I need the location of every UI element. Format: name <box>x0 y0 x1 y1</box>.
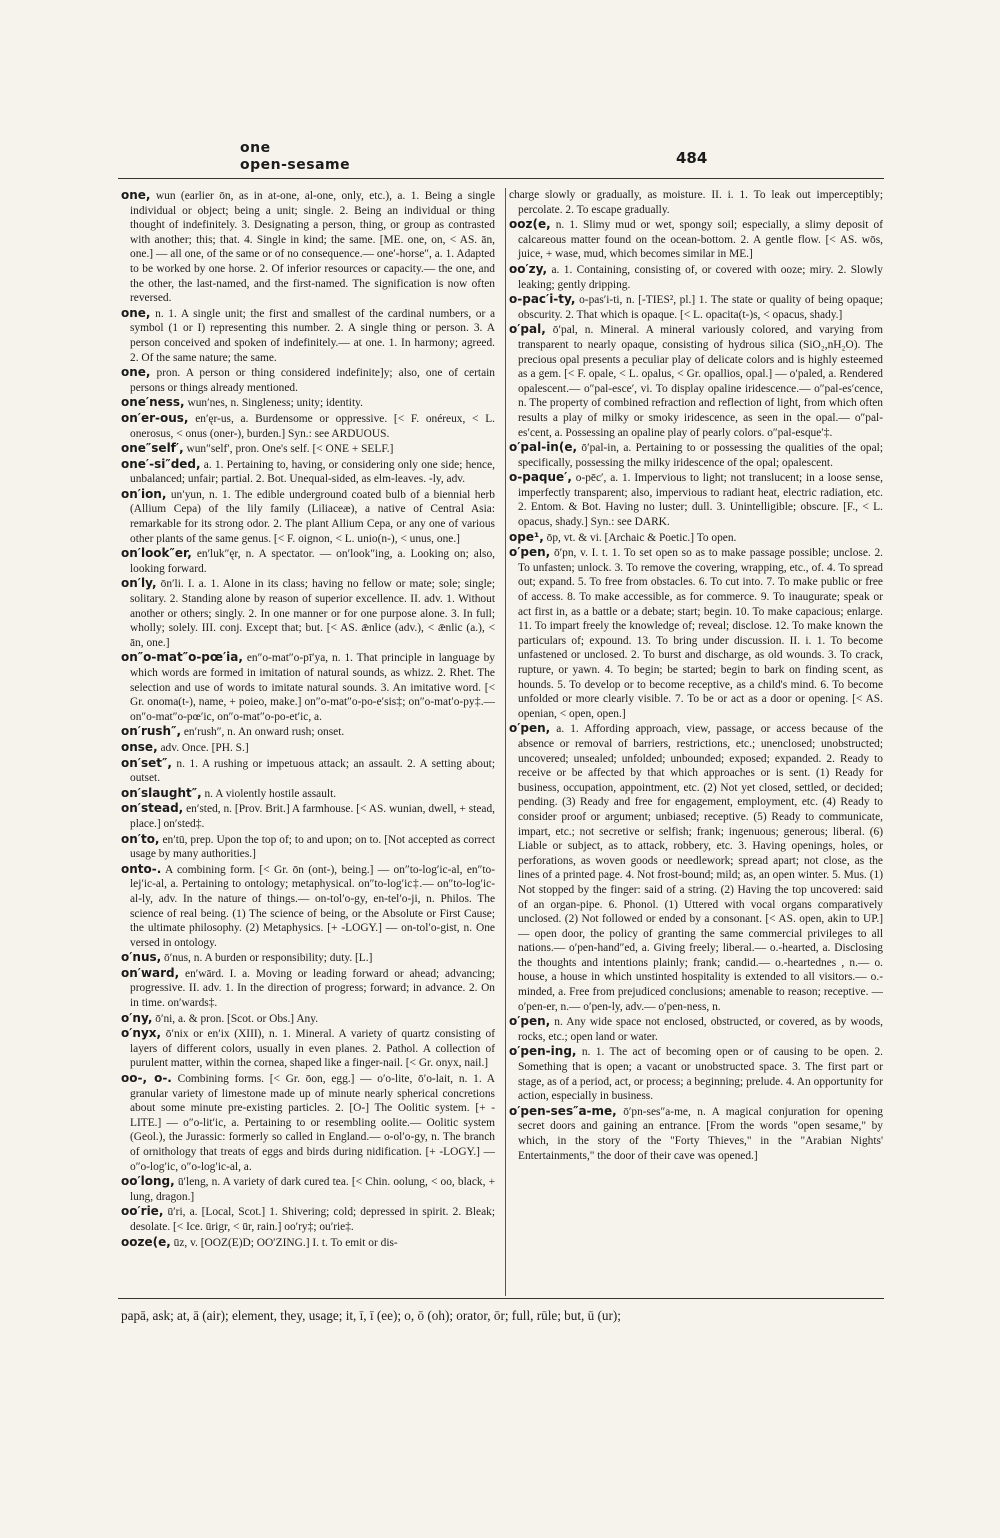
entry-headword: o′pen-ses″a-me, <box>509 1103 617 1118</box>
entry-definition: n. 1. The act of becoming open or of causing to be open. 2. Something that is open; a vacant or unobstructed space. 3. The first part or stage, as of a period, act, or process; a beginning; prelude. 4. An opportunity for action, especially in business. <box>518 1046 883 1103</box>
entry-headword: on′slaught″, <box>121 785 202 800</box>
entry-definition: n. 1. A rushing or impetuous attack; an assault. 2. A setting about; outset. <box>130 757 495 785</box>
entry-definition: ūz, v. [OOZ(E)D; OO′ZING.] I. t. To emit or dis- <box>170 1236 398 1249</box>
dictionary-entry <box>509 262 883 292</box>
dictionary-entry <box>121 950 495 966</box>
dictionary-entry <box>121 441 495 457</box>
entry-definition: adv. Once. [PH. S.] <box>157 741 249 754</box>
entry-definition: n. 1. A single unit; the first and smallest of the cardinal numbers, or a symbol (1 or I) representing this number. 2. A single thing or person. 3. A person conceived and spoken of indefinitely.— at one. 1. In harmony; agreed. 2. Of the same nature; the same. <box>130 307 495 364</box>
dictionary-entry <box>509 470 883 529</box>
entry-definition: en′sted, n. [Prov. Brit.] A farmhouse. [< AS. wunian, dwell, + stead, place.] on′sted‡. <box>130 803 495 830</box>
entry-headword: on″o-mat″o-pœ′ia, <box>121 650 243 665</box>
entry-headword: o′ny, <box>121 1010 153 1025</box>
entry-definition: en′luk″ęr, n. A spectator. — on′look″ing, a. Looking on; also, looking forward. <box>130 548 495 575</box>
entry-headword: o′pal-in(e, <box>509 440 578 455</box>
dictionary-entry <box>121 306 495 365</box>
guide-words <box>240 140 350 174</box>
entry-definition: n. A violently hostile assault. <box>201 787 337 800</box>
entry-headword: o′nyx, <box>121 1026 162 1041</box>
dictionary-entry <box>121 1026 495 1071</box>
entry-headword: one′ness, <box>121 395 185 410</box>
dictionary-entry <box>509 1044 883 1103</box>
entry-headword: on′er-ous, <box>121 410 189 425</box>
dictionary-entry <box>121 650 495 724</box>
dictionary-entry <box>121 546 495 576</box>
dictionary-entry <box>121 188 495 306</box>
entry-definition: ō′nus, n. A burden or responsibility; duty. [L.] <box>161 952 373 965</box>
entry-definition: en′tū, prep. Upon the top of; to and upon; on to. [Not accepted as correct usage by many authorities.] <box>130 833 495 861</box>
entry-definition: Combining forms. [< Gr. ōon, egg.] — o′o-lite, ō′o-lait, n. 1. A granular variety of limestone made up of minute nearly spherical concretions about some minute pre-existing particles. 2. [O-] The Oolitic system. [+ -LITE.] — o″o-lit′ic, a. Pertaining to or resembling oolite.— Oolitic system (Geol.), the Jurassic: formerly so called in England.— o-ol′o-gy, n. The branch of ornithology that treats of eggs and birds during nidification. [+ -LOGY.] — o″o-log′ic, o″o-log′ic-al, a. <box>130 1073 495 1173</box>
entry-headword: one″self′, <box>121 441 184 456</box>
dictionary-entry <box>121 862 495 951</box>
entry-headword: ope¹, <box>509 529 544 544</box>
footer-rule <box>118 1298 884 1299</box>
entry-definition: a. 1. Affording approach, view, passage, or access because of the absence or removal of barriers, restrictions, etc.; unenclosed; unobstructed; uncovered; unsealed; unfolded; unbounded; exposed; expanded. 2. Ready to receive or be affected by that which approaches or is sent. (1) Ready for business, occupation, appointment, etc. (2) Not yet closed, settled, or decided; pending. (3) Ready and free for engagement, employment, etc. (4) Ready to consider proof or argument; unbiased; receptive. (5) Ready to communicate, impart, etc.; not secretive or selfish; frank; ingenuous; generous; liberal. (6) Liable or subject, as to attack, robbery, etc. 3. Having openings, holes, or perforations, as woven goods or needlework; spread apart; not close, as the lines of a printed page. 4. Not frost-bound; mild; as, an open winter. 5. Mus. (1) Not stopped by the finger: said of a string. (2) Having the top uncovered: said of an organ-pipe. 6. Phonol. (1) Uttered with vocal organs comparatively unclosed. (2) Not followed or ended by a consonant. [< AS. open, akin to UP.] — open door, the policy of granting the same commercial privileges to all nations.— o′pen-hand″ed, a. Giving freely; liberal.— o.-hearted, a. Disclosing the thoughts and intentions plainly; frank; candid.— o.-heartednes , n.— o. house, a house in which unstinted hospitality is extended to all visitors.— o.-minded, a. Free from prejudiced conclusions; amenable to reason; receptive. — o′pen-er, n.— o′pen-ly, adv.— o′pen-ness, n. <box>518 723 883 1013</box>
entry-definition: un′yun, n. 1. The edible underground coated bulb of a biennial herb (Allium Cepa) of the lily family (Liliaceæ), a native of Central Asia: remarkable for its strong odor. 2. The plant Allium Cepa, or any one of various other plants of the same genus. [< F. oignon, < L. unio(n-), < unus, one.] <box>130 488 495 545</box>
entry-columns <box>121 188 883 1288</box>
entry-definition: en′rush″, n. An onward rush; onset. <box>181 726 345 739</box>
entry-headword: onto-. <box>121 861 162 876</box>
dictionary-entry <box>121 365 495 395</box>
entry-definition: n. 1. Slimy mud or wet, spongy soil; especially, a slimy deposit of calcareous matter found on the ocean-bottom. 2. A gentle flow. [< AS. wōs, juice, + wase, mud, which becomes similar in ME.] <box>518 219 883 261</box>
dictionary-entry <box>121 395 495 411</box>
entry-headword: oo′zy, <box>509 261 548 276</box>
entry-definition: wun″self′, pron. One's self. [< ONE + SELF.] <box>183 443 394 456</box>
entry-definition: pron. A person or thing considered indefinite]y; also, one of certain persons or things already mentioned. <box>130 367 495 394</box>
entry-definition: n. Any wide space not enclosed, obstructed, or covered, as by woods, rocks, etc.; open land or water. <box>518 1016 883 1043</box>
entry-headword: on′ly, <box>121 576 157 591</box>
dictionary-entry <box>509 217 883 262</box>
dictionary-entry <box>121 1011 495 1027</box>
entry-headword: one, <box>121 305 151 320</box>
dictionary-entry <box>509 1104 883 1163</box>
guide-word-first: one <box>240 140 271 156</box>
column-divider <box>505 188 506 1296</box>
dictionary-entry <box>121 786 495 802</box>
entry-definition: a. 1. Pertaining to, having, or considering only one side; hence, unbalanced; unfair; partial. 2. Bot. Unequal-sided, as elm-leaves. -ly, adv. <box>130 458 495 486</box>
entry-definition: wun′nes, n. Singleness; unity; identity. <box>184 397 363 410</box>
entry-headword: one′-si″ded, <box>121 456 201 471</box>
entry-headword: onse, <box>121 739 158 754</box>
entry-definition: a. 1. Containing, consisting of, or covered with ooze; miry. 2. Slowly leaking; gently dripping. <box>518 263 883 291</box>
entry-headword: one, <box>121 365 151 380</box>
page-number: 484 <box>676 149 708 167</box>
entry-headword: on′ward, <box>121 965 180 980</box>
dictionary-entry <box>121 411 495 441</box>
entry-definition: wun (earlier ōn, as in at-one, al-one, only, etc.), a. 1. Being a single individual or object; being a unit; single. 2. Being an individual or thing thought of indefinitely. 3. Designating a person, thing, or group as contrasted with another; this; that. 4. Single in kind; the same. [ME. one, on, < AS. ān, one.] — all one, of the same or of no consequence.— one′-horse″, a. 1. Adapted to be worked by one horse. 2. Of inferior resources or capacity.— the one, and the other, the last-named, and the first-named. The signification is now often reversed. <box>130 190 495 305</box>
dictionary-entry <box>121 832 495 862</box>
entry-definition: ō′nix or en′ix (XIII), n. 1. Mineral. A variety of quartz consisting of layers of different colors, usually in even planes. 2. Pathol. A collection of purulent matter, within the cornea, shaped like a finger-nail. [< Gr. onyx, nail.] <box>130 1028 495 1070</box>
entry-headword: o′pal, <box>509 322 546 337</box>
entry-headword: on′ion, <box>121 486 167 501</box>
entry-headword: on′to, <box>121 831 160 846</box>
entry-headword: on′set″, <box>121 755 172 770</box>
right-column <box>509 188 883 1278</box>
entry-headword: oo′rie, <box>121 1204 164 1219</box>
entry-definition: ō′pal-in, a. Pertaining to or possessing the qualities of the opal; specifically, possessing the milky iridescence of the opal; opalescent. <box>518 442 883 469</box>
dictionary-entry <box>121 1071 495 1174</box>
dictionary-entry <box>121 966 495 1011</box>
entry-headword: o′pen, <box>509 721 551 736</box>
entry-headword: ooze(e, <box>121 1234 171 1249</box>
dictionary-entry <box>121 576 495 650</box>
entry-definition: en″o-mat″o-pī′ya, n. 1. That principle in language by which words are formed in imitation of natural sounds, as whizz. 2. Rhet. The selection and use of words to imitate natural sounds. 3. An imitative word. [< Gr. onoma(t-), name, + poieo, make.] on″o-mat″o-po-e′sis‡; on″o-mat′o-py‡.— on″o-mat″o-pœ′ic, on″o-mat″o-po-et′ic, a. <box>130 652 495 723</box>
entry-definition: o-pēc′, a. 1. Impervious to light; not translucent; in a loose sense, imperfectly transparent; also, impervious to radiant heat, electric radiation, etc. 2. Entom. & Bot. Having no luster; dull. 3. Unintelligible; obscure. [F., < L. opacus, shady.] Syn.: see DARK. <box>518 472 883 529</box>
entry-headword: o′nus, <box>121 950 162 965</box>
dictionary-entry <box>509 721 883 1014</box>
entry-headword: o′pen, <box>509 1014 551 1029</box>
entry-headword: ooz(e, <box>509 217 551 232</box>
dictionary-entry <box>121 801 495 831</box>
dictionary-entry <box>509 188 883 217</box>
dictionary-entry <box>509 1014 883 1044</box>
dictionary-entry <box>121 1235 495 1251</box>
dictionary-entry <box>509 440 883 470</box>
entry-definition: ū′leng, n. A variety of dark cured tea. [< Chin. oolung, < oo, black, + lung, dragon.] <box>130 1176 495 1203</box>
entry-definition: ū′ri, a. [Local, Scot.] 1. Shivering; cold; depressed in spirit. 2. Bleak; desolate. [< Ice. ūrigr, < ūr, rain.] oo′ry‡; ou′rie‡. <box>130 1206 495 1233</box>
entry-headword: o-paque′, <box>509 470 572 485</box>
dictionary-entry <box>509 322 883 440</box>
entry-headword: one, <box>121 188 151 202</box>
entry-headword: on′look″er, <box>121 546 192 561</box>
entry-definition: ō′pal, n. Mineral. A mineral variously colored, and varying from transparent to nearly opaque, consisting of hydrous silica (SiO₂,nH₂O). The precious opal presents a peculiar play of delicate colors and is highly esteemed as a gem. [< F. opale, < L. opalus, < Gr. opallios, opal.] — o′paled, a. Rendered opalescent.— o″pal-esce′, vi. To display opaline iridescence.— o″pal-es′cence, n. The property of combined refraction and reflection of light, from which often results a play of milky or smoky iridescence, as seen in the opal.— o″pal-es′cent, a. Possessing an opaline play of pearly colors. o″pal-esque′‡. <box>518 324 883 439</box>
entry-definition: ōn′li. I. a. 1. Alone in its class; having no fellow or mate; sole; single; solitary. 2. Standing alone by reason of superior excellence. II. adv. 1. Without another or others; singly. 2. In one manner or for one purpose alone. 3. In full; wholly; solely. III. conj. Except that; but. [< AS. ǣnlice (adv.), < ǣnlic (a.), < ān, one.] <box>130 578 495 649</box>
entry-headword: o′pen, <box>509 545 551 560</box>
dictionary-entry <box>509 530 883 546</box>
dictionary-entry <box>121 724 495 740</box>
entry-definition: charge slowly or gradually, as moisture. II. i. 1. To leak out imperceptibly; percolate. 2. To escape gradually. <box>509 189 883 216</box>
entry-headword: o-pac′i-ty, <box>509 292 576 307</box>
pronunciation-key: papā, ask; at, ā (air); element, they, usage; it, ī, ī (ee); o, ō (oh); orator, ōr; full, rūle; but, ū (ur); <box>121 1308 621 1323</box>
entry-definition: ō′ni, a. & pron. [Scot. or Obs.] Any. <box>152 1012 319 1025</box>
dictionary-entry <box>121 487 495 546</box>
dictionary-entry <box>121 1204 495 1234</box>
entry-definition: ōp, vt. & vi. [Archaic & Poetic.] To open. <box>543 531 737 544</box>
left-column <box>121 188 495 1278</box>
entry-definition: ō′pn, v. I. t. 1. To set open so as to make passage possible; unclose. 2. To unfasten; unlock. 3. To remove the covering, wrapping, etc., of. 4. To spread out; expand. 5. To free from obstacles. 6. To cut into. 7. To make public or free of access. 8. To make accessible, as for commerce. 9. To inaugurate; speak or act first in, as a battle or a debate; start; begin. 10. To make capacious; enlarge. 11. To impart freely the knowledge of; reveal; disclose. 12. To make known the particulars of; expound. 13. To bring under discussion. II. i. 1. To become unfastened or unclosed. 2. To burst and discharge, as old wounds. 3. To crack, rupture, or yawn. 4. To begin; be started; begin to bark on finding scent, as hounds. 5. To develop or to become receptive, as a child's mind. 6. To become unfolded or more clearly visible. 7. To be or act as a door or opening. [< AS. openian, < open, open.] <box>518 547 883 720</box>
header-rule <box>118 178 884 179</box>
entry-headword: oo′long, <box>121 1174 175 1189</box>
dictionary-entry <box>121 740 495 756</box>
dictionary-entry <box>121 756 495 786</box>
entry-headword: oo-, o-. <box>121 1071 172 1086</box>
entry-definition: ō′pn-ses″a-me, n. A magical conjuration for opening secret doors and gaining an entrance. [From the words "open sesame," by which, in the story of the "Forty Thieves," in the "Arabian Nights' Entertainments," the door of their cave was opened.] <box>518 1105 883 1162</box>
entry-definition: en′ęr-us, a. Burdensome or oppressive. [< F. onéreux, < L. onerosus, < onus (oner-), burden.] Syn.: see ARDUOUS. <box>130 412 495 440</box>
dictionary-entry <box>121 457 495 487</box>
entry-headword: on′stead, <box>121 801 184 816</box>
dictionary-entry <box>121 1174 495 1204</box>
entry-definition: en′wārd. I. a. Moving or leading forward or ahead; advancing; progressive. II. adv. 1. In the direction of progress; forward; in advance. 2. On in time. on′wards‡. <box>130 967 495 1010</box>
dictionary-entry <box>509 292 883 322</box>
entry-headword: on′rush″, <box>121 724 182 739</box>
entry-definition: A combining form. [< Gr. ōn (ont-), being.] — on″to-log′ic-al, en″to-lej′ic-al, a. Pertaining to ontology; metaphysical. on″to-log′ic‡.— on″to-log′ic-al-ly, adv. In the nature of things.— on-tol′o-gy, en-tel′o-ji, n. Philos. The science of real being. (1) The science of being, or the Absolute or First Cause; the ultimate philosophy. (2) Metaphysics. [+ -LOGY.] — on-tol′o-gist, n. One versed in ontology. <box>130 863 495 949</box>
entry-headword: o′pen-ing, <box>509 1044 577 1059</box>
guide-word-last: open-sesame <box>240 157 351 173</box>
entry-definition: o-pas′i-ti, n. [-TIES², pl.] 1. The state or quality of being opaque; obscurity. 2. That which is opaque. [< L. opacita(t-)s, < opacus, shady.] <box>518 294 883 321</box>
dictionary-entry <box>509 545 883 721</box>
